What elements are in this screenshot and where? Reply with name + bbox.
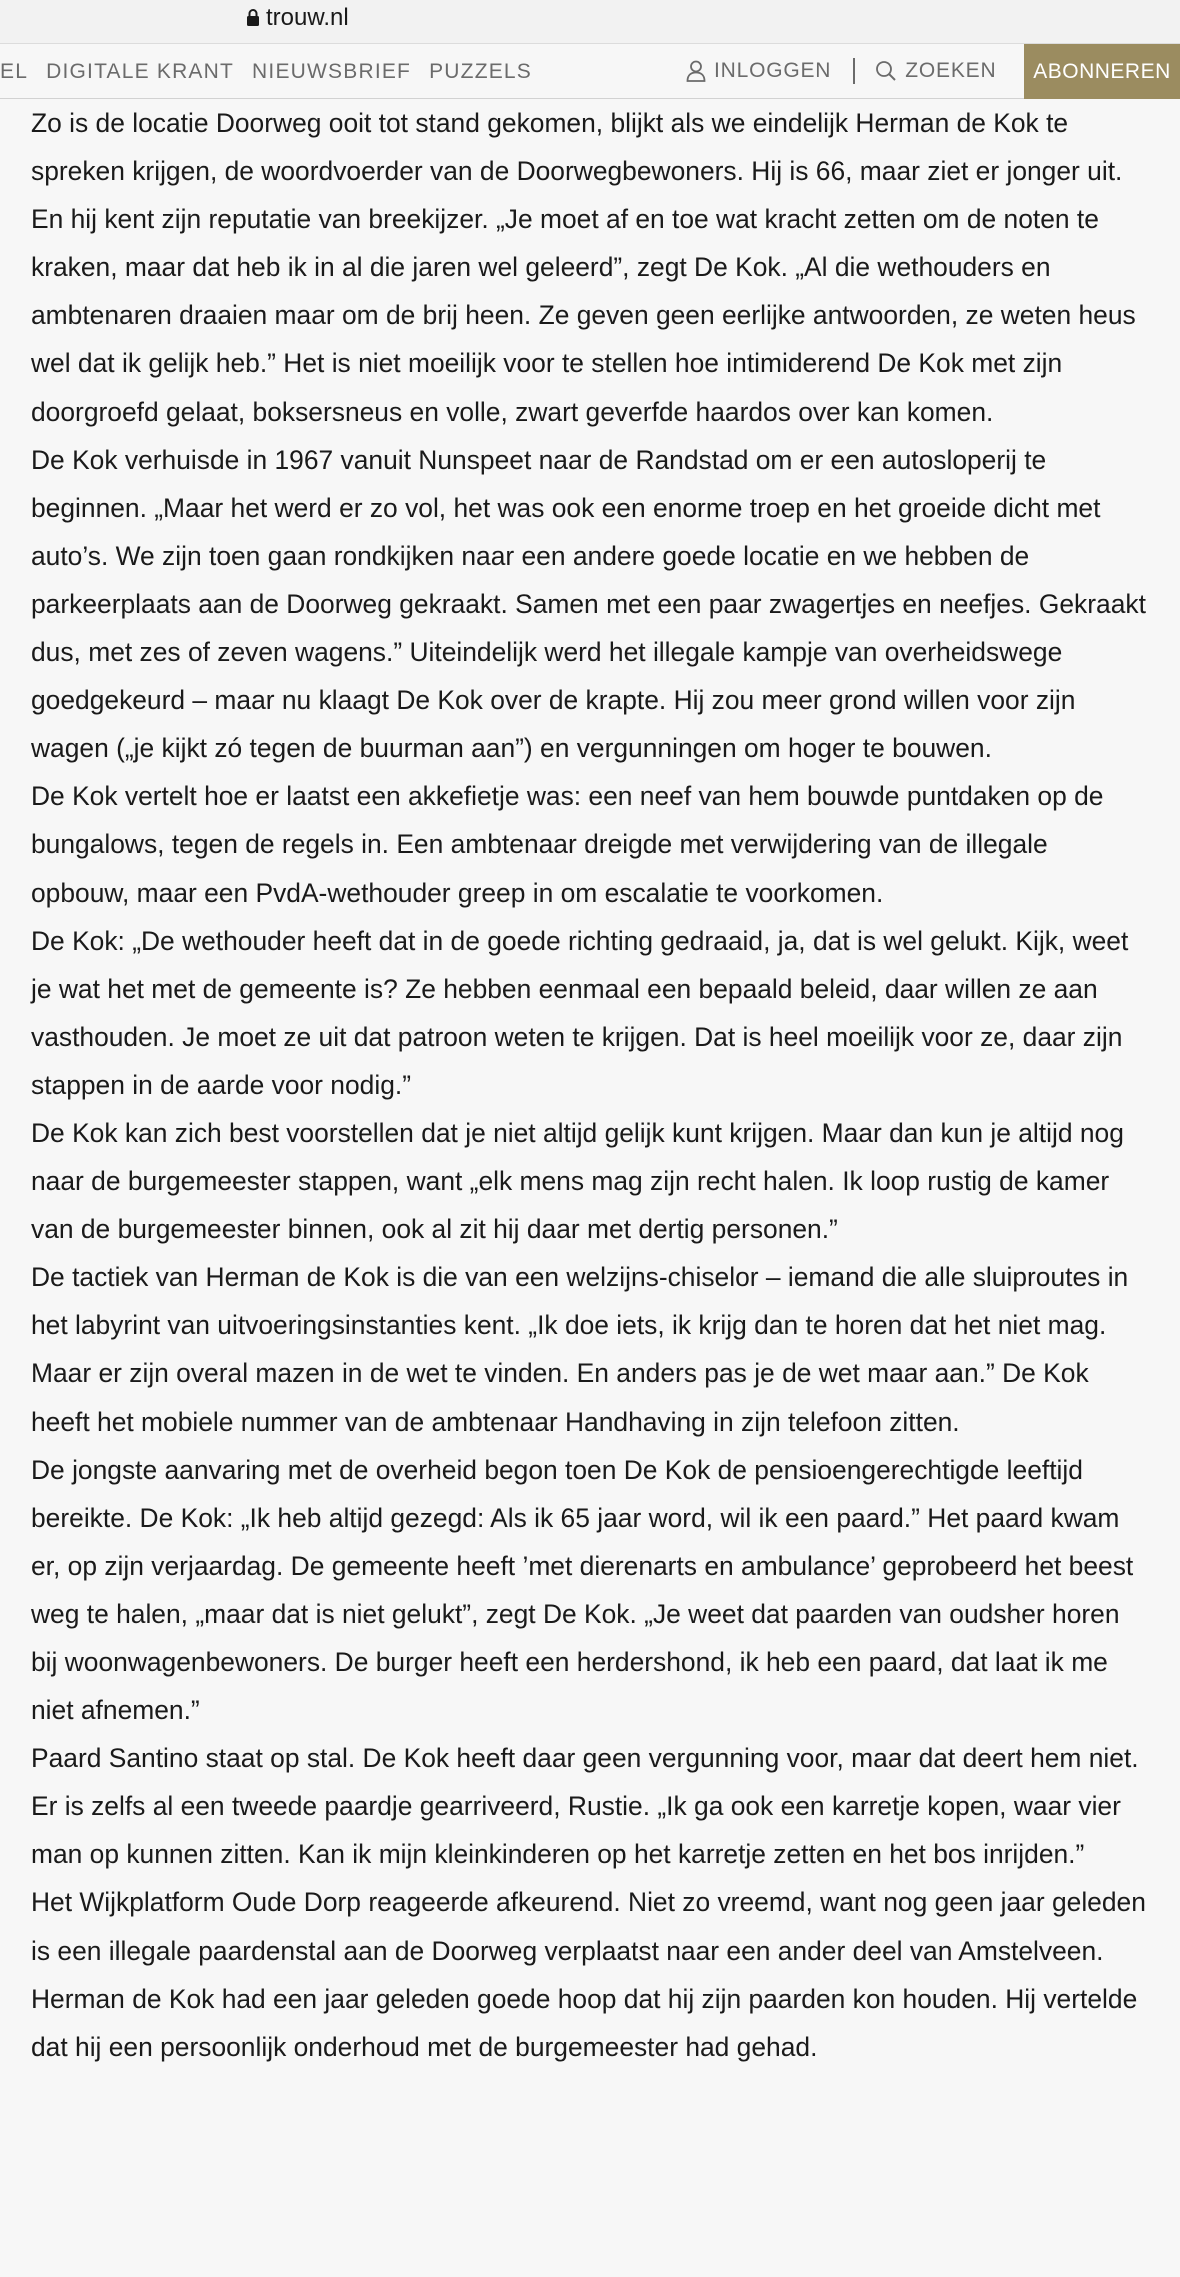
subscribe-button[interactable]: ABONNEREN <box>1024 44 1180 99</box>
browser-url-bar[interactable] <box>0 0 1180 44</box>
url-display[interactable] <box>246 4 349 32</box>
article-paragraph: De tactiek van Herman de Kok is die van een welzijns-chiselor – iemand die alle sluiproutes in het labyrint van uitvoeringsinstanties kent. „Ik doe iets, ik krijg dan te horen dat het niet mag. Maar er zijn overal mazen in de wet te vinden. En anders pas je de wet maar aan.” De Kok heeft het mobiele nummer van de ambtenaar Handhaving in zijn telefoon zitten. <box>31 1262 1129 1437</box>
article-paragraph: Paard Santino staat op stal. De Kok heeft daar geen vergunning voor, maar dat deert hem niet. Er is zelfs al een tweede paardje gearriveerd, Rustie. „Ik ga ook een karretje kopen, waar vier man op kunnen zitten. Kan ik mijn kleinkinderen op het karretje zetten en het bos inrijden.” <box>31 1743 1139 1870</box>
article-paragraph: De Kok kan zich best voorstellen dat je niet altijd gelijk kunt krijgen. Maar dan kun je altijd nog naar de burgemeester stappen, want „elk mens mag zijn recht halen. Ik loop rustig de kamer van de burgemeester binnen, ook al zit hij daar met dertig personen.” <box>31 1117 1124 1245</box>
article-paragraph: De Kok verhuisde in 1967 vanuit Nunspeet naar de Randstad om er een autosloperij te beginnen. „Maar het werd er zo vol, het was ook een enorme troep en het groeide dicht met auto’s. We zijn toen gaan rondkijken naar een andere goede locatie en we hebben de parkeerplaats aan de Doorweg gekraakt. Samen met een paar zwagertjes en neefjes. Gekraakt dus, met zes of zeven wagens.” Uiteindelijk werd het illegale kampje van overheidswege goedgekeurd – maar nu klaagt De Kok over de krapte. Hij zou meer grond willen voor zijn wagen („je kijkt zó tegen de buurman aan”) en vergunningen om hoger te bouwen. <box>31 444 1146 764</box>
login-label: INLOGGEN <box>714 59 832 82</box>
nav-item-nieuwsbrief[interactable]: NIEUWSBRIEF <box>252 60 412 83</box>
search-label: ZOEKEN <box>905 59 997 82</box>
article-body <box>31 99 1151 2071</box>
nav-actions <box>686 58 996 84</box>
url-text: trouw.nl <box>266 4 349 31</box>
article-paragraph: De Kok: „De wethouder heeft dat in de goede richting gedraaid, ja, dat is wel gelukt. Kijk, weet je wat het met de gemeente is? Ze hebben eenmaal een bepaald beleid, daar willen ze aan vasthouden. Je moet ze uit dat patroon weten te krijgen. Dat is heel moeilijk voor ze, daar zijn stappen in de aarde voor nodig.” <box>31 925 1129 1100</box>
search-button[interactable] <box>875 59 996 83</box>
article-paragraph: De Kok vertelt hoe er laatst een akkefietje was: een neef van hem bouwde puntdaken op de bungalows, tegen de regels in. Een ambtenaar dreigde met verwijdering van de illegale opbouw, maar een PvdA-wethouder greep in om escalatie te voorkomen. <box>31 781 1104 908</box>
search-icon <box>875 60 897 82</box>
article-paragraph: Het Wijkplatform Oude Dorp reageerde afkeurend. Niet zo vreemd, want nog geen jaar geleden is een illegale paardenstal aan de Doorweg verplaatst naar een ander deel van Amstelveen. Herman de Kok had een jaar geleden goede hoop dat hij zijn paarden kon houden. Hij vertelde dat hij een persoonlijk onderhoud met de burgemeester had gehad. <box>31 1887 1146 2062</box>
login-button[interactable] <box>686 59 831 83</box>
site-navigation <box>0 44 1180 99</box>
nav-item-puzzels[interactable]: PUZZELS <box>429 60 533 83</box>
article-paragraph: Zo is de locatie Doorweg ooit tot stand gekomen, blijkt als we eindelijk Herman de Kok te spreken krijgen, de woordvoerder van de Doorwegbewoners. Hij is 66, maar ziet er jonger uit. En hij kent zijn reputatie van breekijzer. „Je moet af en toe wat kracht zetten om de noten te kraken, maar dat heb ik in al die jaren wel geleerd”, zegt De Kok. „Al die wethouders en ambtenaren draaien maar om de brij heen. Ze geven geen eerlijke antwoorden, ze weten heus wel dat ik gelijk heb.” Het is niet moeilijk voor te stellen hoe intimiderend De Kok met zijn doorgroefd gelaat, boksersneus en volle, zwart geverfde haardos over kan komen. <box>31 108 1136 427</box>
lock-icon <box>246 8 260 28</box>
user-icon <box>686 60 706 82</box>
nav-item-digitale-krant[interactable]: DIGITALE KRANT <box>46 60 235 83</box>
nav-divider <box>853 58 855 84</box>
article-paragraph: De jongste aanvaring met de overheid begon toen De Kok de pensioengerechtigde leeftijd bereikte. De Kok: „Ik heb altijd gezegd: Als ik 65 jaar word, wil ik een paard.” Het paard kwam er, op zijn verjaardag. De gemeente heeft ’met dierenarts en ambulance’ geprobeerd het beest weg te halen, „maar dat is niet gelukt”, zegt De Kok. „Je weet dat paarden van oudsher horen bij woonwagenbewoners. De burger heeft een herdershond, ik heb een paard, dat laat ik me niet afnemen.” <box>31 1454 1134 1726</box>
nav-item-el[interactable]: EL <box>0 60 29 83</box>
nav-menu <box>0 60 550 84</box>
